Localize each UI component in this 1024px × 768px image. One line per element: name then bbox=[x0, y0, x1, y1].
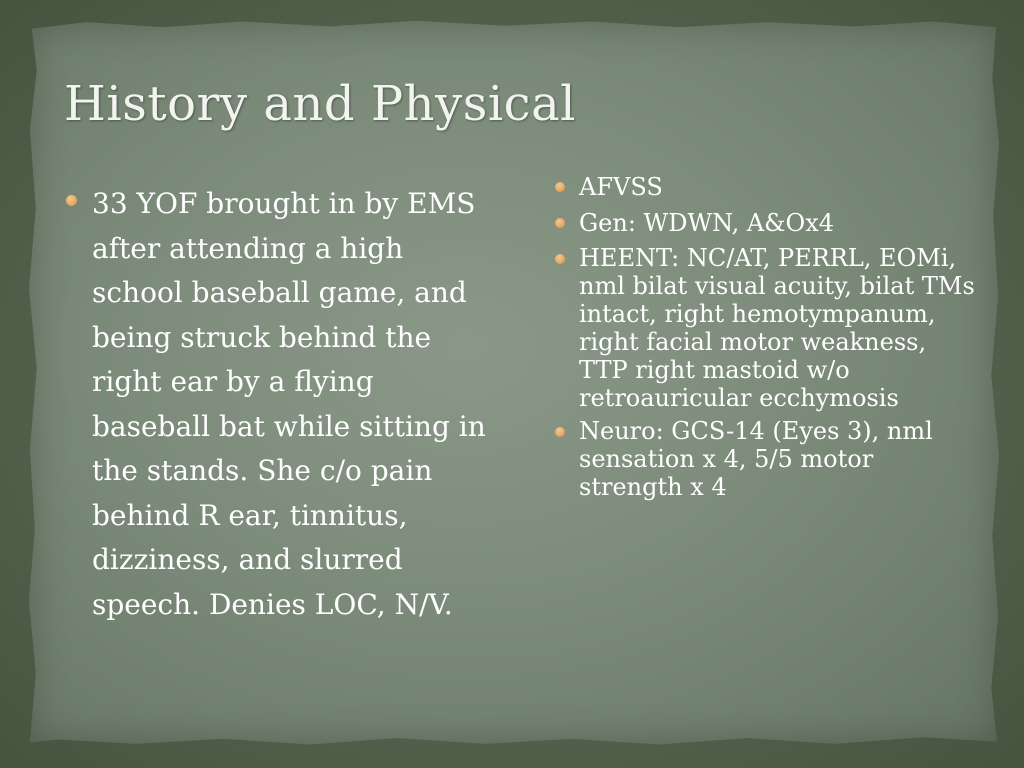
bullet-dot-icon bbox=[66, 195, 77, 206]
right-bullet-list bbox=[579, 172, 979, 506]
list-item bbox=[92, 182, 492, 627]
bullet-dot-icon bbox=[555, 427, 565, 437]
slide-title: History and Physical bbox=[64, 76, 577, 132]
list-item bbox=[579, 417, 979, 501]
bullet-text: 33 YOF brought in by EMS after attending a high school baseball game, and being struck behind the right ear by a flying baseball bat while sitting in the stands. She c/o pain behind R ear, tinnitus, dizziness, and slurred speech. Denies LOC, N/V. bbox=[92, 187, 486, 621]
bullet-dot-icon bbox=[555, 218, 565, 228]
list-item bbox=[579, 172, 979, 203]
bullet-text: Neuro: GCS-14 (Eyes 3), nml sensation x 4, 5/5 motor strength x 4 bbox=[579, 417, 933, 501]
bullet-dot-icon bbox=[555, 182, 565, 192]
bullet-text: Gen: WDWN, A&Ox4 bbox=[579, 209, 835, 237]
list-item bbox=[579, 244, 979, 412]
left-bullet-list bbox=[92, 182, 492, 627]
list-item bbox=[579, 208, 979, 239]
bullet-dot-icon bbox=[555, 254, 565, 264]
bullet-text: HEENT: NC/AT, PERRL, EOMi, nml bilat visual acuity, bilat TMs intact, right hemotympanum, right facial motor weakness, TTP right mastoid w/o retroauricular ecchymosis bbox=[579, 244, 975, 412]
bullet-text: AFVSS bbox=[579, 173, 663, 201]
